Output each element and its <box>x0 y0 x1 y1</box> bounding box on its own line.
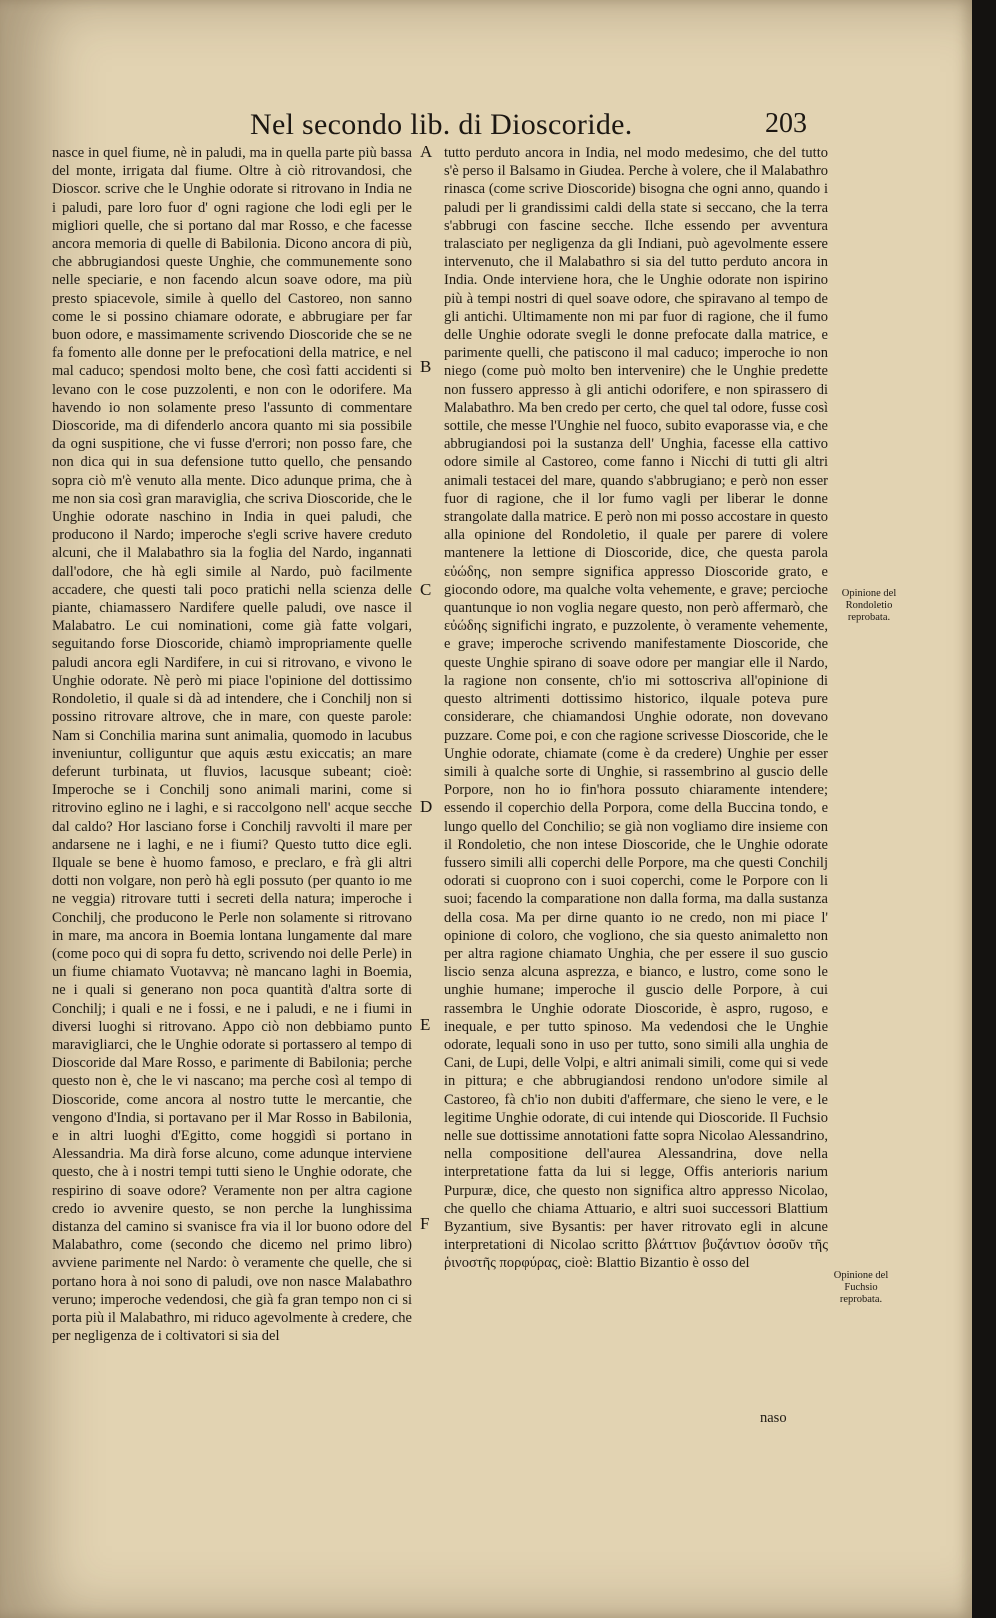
left-column <box>52 144 412 1345</box>
section-marker-f: F <box>420 1214 430 1233</box>
page-number: 203 <box>765 108 807 139</box>
section-marker-a: A <box>420 142 433 161</box>
page-edge-shadow <box>972 0 996 1618</box>
section-marker-c: C <box>420 580 432 599</box>
section-marker-d: D <box>420 797 433 816</box>
section-marker-e: E <box>420 1015 431 1034</box>
right-column <box>444 144 828 1273</box>
left-column-text: nasce in quel fiume, nè in paludi, ma in quella parte più bassa del monte, irrigata dal fiume. Oltre à ciò ritrovandosi, che Dioscor. scrive che le Unghie odorate si ritrovano in India ne i paludi, pare loro fuor d' ogni ragione che lodi egli per le migliori quelle, che si portano dal mar Rosso, e che facesse ancora memoria di quelle di Babilonia. Dicono ancora di più, che abbrugiandosi queste Unghie, che communemente sono nelle speciarie, e non facendo alcun soave odore, ma più presto spiacevole, simile à quello del Castoreo, non sanno come le si possino chiamare odorate, e abbrugiare per far buon odore, e massimamente scrivendo Dioscoride che se ne fa fomento alle donne per le prefocationi della matrice, e nel mal caduco; spendosi molto bene, che così fatti accidenti si levano con le cose puzzolenti, e non con le odorifere. Ma havendo io non solamente preso l'assunto di commentare Dioscoride, ma di difenderlo ancora quanto mi sia possibile da ogni suspitione, che vi fusse d'errori; non posso fare, che non dica qui in sua defensione tutto quello, che pensando sopra ciò m'è venuto alla mente. Dico adunque prima, che à me non sia così gran maraviglia, che scriva Dioscoride, che le Unghie odorate naschino in India in quei paludi, che producono il Nardo; imperoche s'egli scrive havere creduto alcuni, che il Malabathro sia la foglia del Nardo, ingannati dall'odore, che hà egli simile al Nardo, può facilmente accadere, che questi tali poco pratichi nella scienza delle piante, chiamassero Nardifere quelle paludi, ove nasce il Malabatro. Le cui nominationi, come già fatte volgari, seguitando forse Dioscoride, chiamò impropriamente quelle paludi ancora egli Nardifere, in cui si ritrovano, e vivono le Unghie odorate. Nè però mi piace l'opinione del dottissimo Rondoletio, il quale si dà ad intendere, che i Conchilj non si possino ritrovare altrove, che in mare, con queste parole: Nam si Conchilia marina sunt animalia, quomodo in lacubus inveniuntur, colliguntur que aquis æstu exiccatis; an mare deferunt turbinata, ut fluvios, lacusque subeant; cioè: Imperoche se i Conchilj sono animali marini, come si ritrovino eglino ne i laghi, e si raccolgono nell' acque secche dal caldo? Hor lasciano forse i Conchilj ravvolti il mare per andarsene ne i laghi, e ne i fiumi? Questo tutto dice egli. Ilquale se bene è huomo famoso, e preclaro, e frà gli altri dotti non volgare, non però hà egli possuto (per quanto io me ne veggia) ritrovare tutti i secreti della natura; imperoche i Conchilj, che producono le Perle non solamente si ritrovano in mare, ma ancora in Boemia lontana lungamente dal mare (come poco qui di sopra fu detto, scrivendo noi delle Perle) in un fiume chiamato Vuotavva; nè mancano laghi in Boemia, ne i quali si generano non poca quantità d'altra sorte di Conchilj; i quali e ne i fossi, e ne i paludi, e ne i fiumi in diversi luoghi si ritrovano. Appo ciò non debbiamo punto maravigliarci, che le Unghie odorate si portassero al tempo di Dioscoride dal Mare Rosso, e parimente di Babilonia; perche questo non è, che le vi nascano; ma perche così al tempo di Dioscoride, come ancora al nostro tutte le mercantie, che vengono d'India, si portavano per il Mar Rosso in Babilonia, e in altri luoghi d'Egitto, come hoggidì si portano in Alessandria. Ma dirà forse alcuno, come adunque interviene questo, che à i nostri tempi tutti sieno le Unghie odorate, che respirino di soave odore? Veramente non per altra cagione credo io avvenire questo, se non perche la lunghissima distanza del camino si svanisce fra via il lor buono odore del Malabathro, come (secondo che dicemo nel primo libro) avviene parimente nel Nardo: ò veramente che quelle, che si portano hora à noi sono di paludi, ove non nasce Malabathro veruno; imperoche vedendosi, che già fa gran tempo non ci si porta più il Malabathro, mi riduco agevolmente à credere, che per negligenza de i coltivatori si sia del <box>52 145 412 1345</box>
section-marker-b: B <box>420 357 432 376</box>
running-head: Nel secondo lib. di Dioscoride. <box>250 108 633 141</box>
right-column-text: tutto perduto ancora in India, nel modo medesimo, che del tutto s'è perso il Balsamo in Giudea. Perche à volere, che il Malabathro rinasca (come scrive Dioscoride) bisogna che ogni anno, quando i paludi per li grandissimi caldi della state si seccano, che la terra s'abbrugi con fascine secche. Ilche essendo per avventura tralasciato per negligenza da gli Indiani, può agevolmente essere intervenuto, che il Malabathro si sia del tutto perduto ancora in India. Onde interviene hora, che le Unghie odorate non ispirino più à tempi nostri di quel soave odore, che spiravano al tempo de gli antichi. Ultimamente non mi par fuor di ragione, che il fumo delle Unghie odorate svegli le donne prefocate dalla matrice, e parimente quelli, che patiscono il mal caduco; imperoche io non niego (come può molto ben intervenire) che le Unghie predette non fussero appresso à gli antichi odorifere, e non spirassero di Malabathro. Ma ben credo per certo, che quel tal odore, fusse così sottile, che messe l'Unghie nel fuoco, subito evaporasse via, e che abbrugiandosi poi la sustanza dell' Unghia, facesse ella cattivo odore simile al Castoreo, come fanno i Nicchi di tutti gli altri animali testacei del mare, quando s'abbrugiano; e però non esser fuor di ragione, che il lor fumo vagli per liberar le donne strangolate dalla matrice. E però non mi posso accostare in questo alla opinione del Rondoletio, il quale per parere di volere mantenere la lettione di Dioscoride, dice, che questa parola εὐώδης, non sempre significa appresso Dioscoride grato, e giocondo odore, ma qualche volta vehemente, e grave; percioche quantunque io non voglia negare questo, non però affermarò, che εὐώδης significhi ingrato, e puzzolente, ò veramente vehemente, e grave; imperoche scrivendo manifestamente Dioscoride, che queste Unghie spirano di soave odore per mangiar elle il Nardo, la ragione non consente, ch'io mi sottoscriva all'opinione di questo altrimenti dottissimo historico, ilquale poteva pure considerare, che chiamandosi Unghie odorate, non dovevano puzzare. Come poi, e con che ragione scrivesse Dioscoride, che le Unghie odorate, chiamate (come è da credere) Unghie per esser simili à qualche sorte di Unghie, si rassembrino al guscio delle Porpore, non ho io fin'hora possuto chiaramente intendere; essendo il coperchio della Porpora, come della Buccina tondo, e lungo quello del Conchilio; se già non vogliamo dire insieme con il Rondoletio, che non intese Dioscoride, che le Unghie odorate fussero simili alli coperchi delle Porpore, ma che questi Conchilj odorati si cuoprono con i suoi coperchi, come le Porpore con li suoi; facendo la comparatione non dalla forma, ma dalla sustanza della cosa. Ma per dirne quanto io ne credo, non mi piace l' opinione di coloro, che vogliono, che sia questo animaletto non per altra ragione chiamato Unghia, che per essere il suo guscio liscio senza alcuna asprezza, e bianco, e lustro, come sono le unghie humane; imperoche il guscio delle Porpore, à cui rassembra le Unghie odorate Dioscoride, è aspro, rugoso, e inequale, e per tutto spinoso. Ma vedendosi che le Unghie odorate, lequali sono in uso per tutto, sono simili alla unghia de Cani, de Lupi, delle Volpi, e altri animali simili, come qui si vede in pittura; e che abbrugiandosi rendono un'odore simile al Castoreo, fà ch'io non dubiti d'affermare, che sieno le vere, e le legitime Unghie odorate, di cui intende qui Dioscoride. Il Fuchsio nelle sue dottissime annotationi fatte sopra Nicolao Alessandrino, nella compositione dell'aurea Alessandrina, dove nella interpretatione fatta da lui si legge, Offis anterioris narium Purpuræ, dice, che questo non significa altro appresso Nicolao, che quello che chiama Attuario, e altri suoi successori Blattium Byzantium, sive Bysantis: per haver ritrovato egli in alcune interpretationi di Nicolao scritto βλάττιον βυζάντιον ὀσοῦν τῆς ῥινοστῆς πορφύρας, cioè: Blattio Bizantio è osso del <box>444 145 828 1272</box>
margin-note-fuchsio: Opinione del Fuchsio reprobata. <box>833 1270 889 1305</box>
catchword: naso <box>760 1410 787 1426</box>
margin-note-rondoletio: Opinione del Rondoletio reprobata. <box>841 588 897 623</box>
